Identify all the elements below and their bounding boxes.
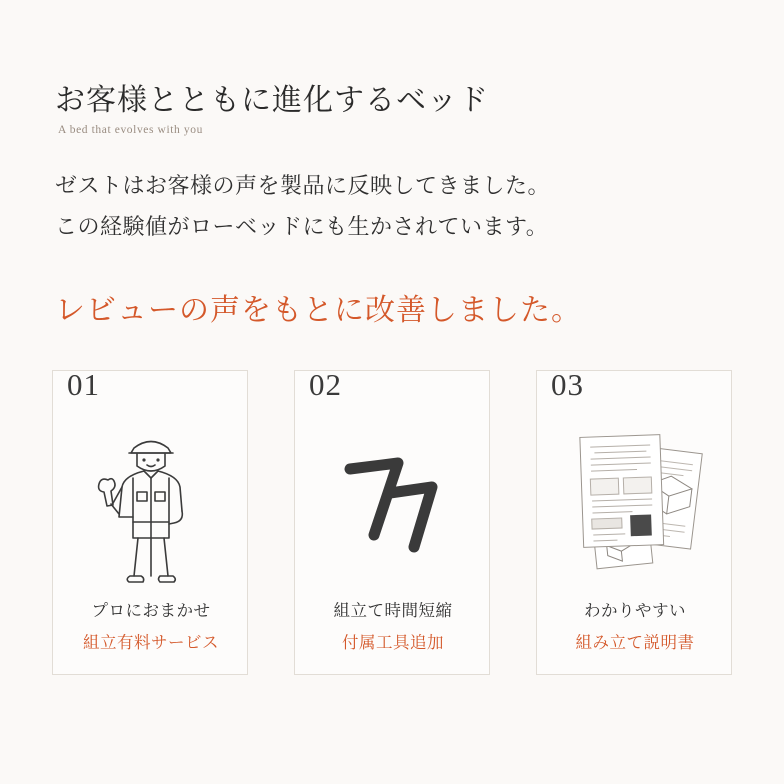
card-caption-sub: 付属工具追加 [342,634,444,653]
lead-line-2: この経験値がローベッドにも生かされています。 [55,213,549,239]
accent-statement: レビューの声をもとに改善しました。 [55,294,582,327]
card-number: 01 [67,367,100,402]
card-caption-sub: 組み立て説明書 [575,634,695,653]
card-caption-main: プロにおまかせ [91,601,211,620]
page-subtitle: A bed that evolves with you [58,124,203,136]
card-caption-main: 組立て時間短縮 [333,601,453,620]
card-captions [295,599,491,657]
card-caption-sub: 組立有料サービス [83,634,219,653]
card-captions [537,599,733,657]
lead-paragraph [55,166,550,247]
card-captions [53,599,249,657]
instruction-manual-icon [537,413,733,598]
lead-line-1: ゼストはお客様の声を製品に反映してきました。 [55,173,551,198]
card-number: 02 [309,367,342,402]
feature-card [52,367,248,675]
feature-card-list [52,367,732,675]
card-caption-main: わかりやすい [584,601,686,620]
feature-card [536,367,732,675]
page-title: お客様とともに進化するベッド [55,84,489,117]
card-number: 03 [551,367,584,402]
hex-allen-wrench-icon [295,413,491,598]
worker-with-wrench-icon [53,413,249,598]
feature-card [294,367,490,675]
